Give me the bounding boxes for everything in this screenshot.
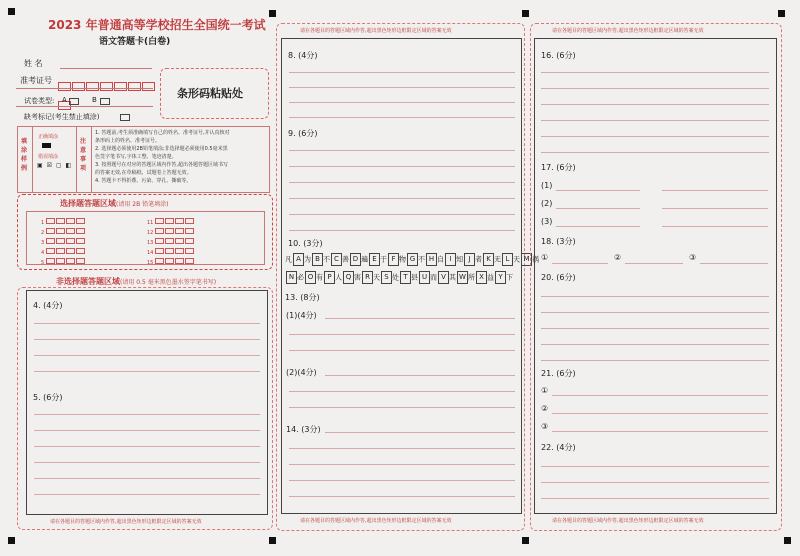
- notes-list: 1. 答题前,考生须准确填写自己的姓名、准考证号,并认真核对 条形码上的姓名、准考证号。 2. 选择题必须使用2B铅笔填涂;非选择题必须使用0.5毫米黑 色签字笔书写,字体工整、笔迹清楚。 3. 按照题号在对应的答题区域内作答,超出各题答题区域书写 的答案无效,在草稿纸、试题卷上答题无效。 4. 答题卡不得折叠、污染、穿孔、撕破等。: [95, 130, 230, 184]
- q13-part1-label: (1)(4分): [286, 311, 317, 320]
- alignment-mark: [269, 10, 276, 17]
- absent-bubble[interactable]: [120, 114, 130, 121]
- q10-row2[interactable]: N 必 O 有 P 人 Q 害 R 天 S 处 T 县 U 而 V 其 W 所 X 益 Y 下: [285, 271, 521, 284]
- fill-side-label: 填涂样例: [21, 138, 28, 172]
- choice-row[interactable]: 15: [147, 258, 195, 268]
- alignment-mark: [8, 537, 15, 544]
- col3-top-notice: 请在各题目的答题区域内作答,超出黑色矩形边框限定区域的答案无效: [552, 28, 704, 34]
- name-label: 姓 名: [24, 59, 43, 68]
- q17-item: (2): [541, 199, 553, 208]
- correct-fill-sample: [42, 143, 51, 148]
- col2-top-notice: 请在各题目的答题区域内作答,超出黑色矩形边框限定区域的答案无效: [300, 28, 452, 34]
- col2-bottom-notice: 请在各题目的答题区域内作答,超出黑色矩形边框限定区域的答案无效: [300, 518, 452, 524]
- absent-label: 缺考标记(考生禁止填涂): [24, 113, 100, 121]
- q18-label: 18. (3分): [541, 237, 576, 246]
- choice-row[interactable]: 12: [147, 228, 195, 238]
- notes-side-label: 注意事项: [80, 138, 87, 172]
- barcode-area: [160, 68, 269, 119]
- q13-label: 13. (8分): [285, 293, 320, 302]
- q21-item: ①: [541, 386, 549, 395]
- col1-bottom-notice: 请在各题目的答题区域内作答,超出黑色矩形边框限定区域的答案无效: [50, 519, 202, 525]
- alignment-mark: [778, 10, 785, 17]
- alignment-mark: [784, 537, 791, 544]
- choice-row[interactable]: 3: [41, 238, 86, 248]
- exam-title: 2023 年普通高等学校招生全国统一考试: [48, 18, 266, 32]
- q18-item: ③: [689, 253, 697, 262]
- q4-label: 4. (4分): [33, 301, 63, 310]
- alignment-mark: [522, 10, 529, 17]
- paper-type-a: A: [62, 96, 67, 104]
- col3-bottom-notice: 请在各题目的答题区域内作答,超出黑色矩形边框限定区域的答案无效: [552, 518, 704, 524]
- fill-example-box: [17, 126, 270, 193]
- choice-left-grid: [41, 218, 86, 268]
- choice-hint: (请用 2B 铅笔填涂): [116, 201, 169, 208]
- choice-row[interactable]: 13: [147, 238, 195, 248]
- paper-type-a-bubble[interactable]: [69, 98, 79, 105]
- card-title: 语文答题卡(白卷): [99, 37, 171, 47]
- q9-label: 9. (6分): [288, 129, 318, 138]
- q17-item: (3): [541, 217, 553, 226]
- q10-label: 10. (3分): [288, 239, 323, 248]
- q22-label: 22. (4分): [541, 443, 576, 452]
- alignment-mark: [8, 8, 15, 15]
- paper-type-label: 试卷类型:: [24, 97, 55, 105]
- choice-row[interactable]: 1: [41, 218, 86, 228]
- q20-label: 20. (6分): [541, 273, 576, 282]
- paper-type-b: B: [92, 96, 97, 104]
- q18-item: ②: [614, 253, 622, 262]
- q21-label: 21. (6分): [541, 369, 576, 378]
- choice-row[interactable]: 4: [41, 248, 86, 258]
- nonchoice-title: 非选择题答题区域: [56, 277, 120, 286]
- wrong-fill-sample: ▣ ☒ ▢ ◧: [37, 162, 73, 169]
- paper-type-b-bubble[interactable]: [100, 98, 110, 105]
- choice-row[interactable]: 11: [147, 218, 195, 228]
- q18-item: ①: [541, 253, 549, 262]
- q5-label: 5. (6分): [33, 393, 63, 402]
- q17-label: 17. (6分): [541, 163, 576, 172]
- q21-item: ②: [541, 404, 549, 413]
- q17-item: (1): [541, 181, 553, 190]
- q8-label: 8. (4分): [288, 51, 318, 60]
- correct-fill-label: 正确填涂: [38, 134, 59, 140]
- q14-label: 14. (3分): [286, 425, 321, 434]
- choice-area: [17, 194, 273, 270]
- ticket-number-cells[interactable]: [58, 76, 158, 114]
- alignment-mark: [269, 537, 276, 544]
- ticket-label: 准考证号: [20, 76, 52, 85]
- choice-row[interactable]: 14: [147, 248, 195, 258]
- choice-row[interactable]: 5: [41, 258, 86, 268]
- choice-right-grid: [147, 218, 195, 268]
- alignment-mark: [522, 537, 529, 544]
- wrong-fill-label: 错误填涂: [38, 154, 59, 160]
- q21-item: ③: [541, 422, 549, 431]
- q10-row1[interactable]: 凡 A 为 B 不 C 善 D 遍 E 于 F 物 G 不 H 自 I 知 J 者 K 无 L 天 M 祸: [285, 253, 521, 266]
- choice-row[interactable]: 2: [41, 228, 86, 238]
- q16-label: 16. (6分): [541, 51, 576, 60]
- barcode-label: 条形码粘贴处: [177, 87, 243, 100]
- nonchoice-hint: (请用 0.5 毫米黑色墨水签字笔书写): [120, 279, 217, 286]
- q13-part2-label: (2)(4分): [286, 368, 317, 377]
- choice-title: 选择题答题区域: [60, 199, 116, 208]
